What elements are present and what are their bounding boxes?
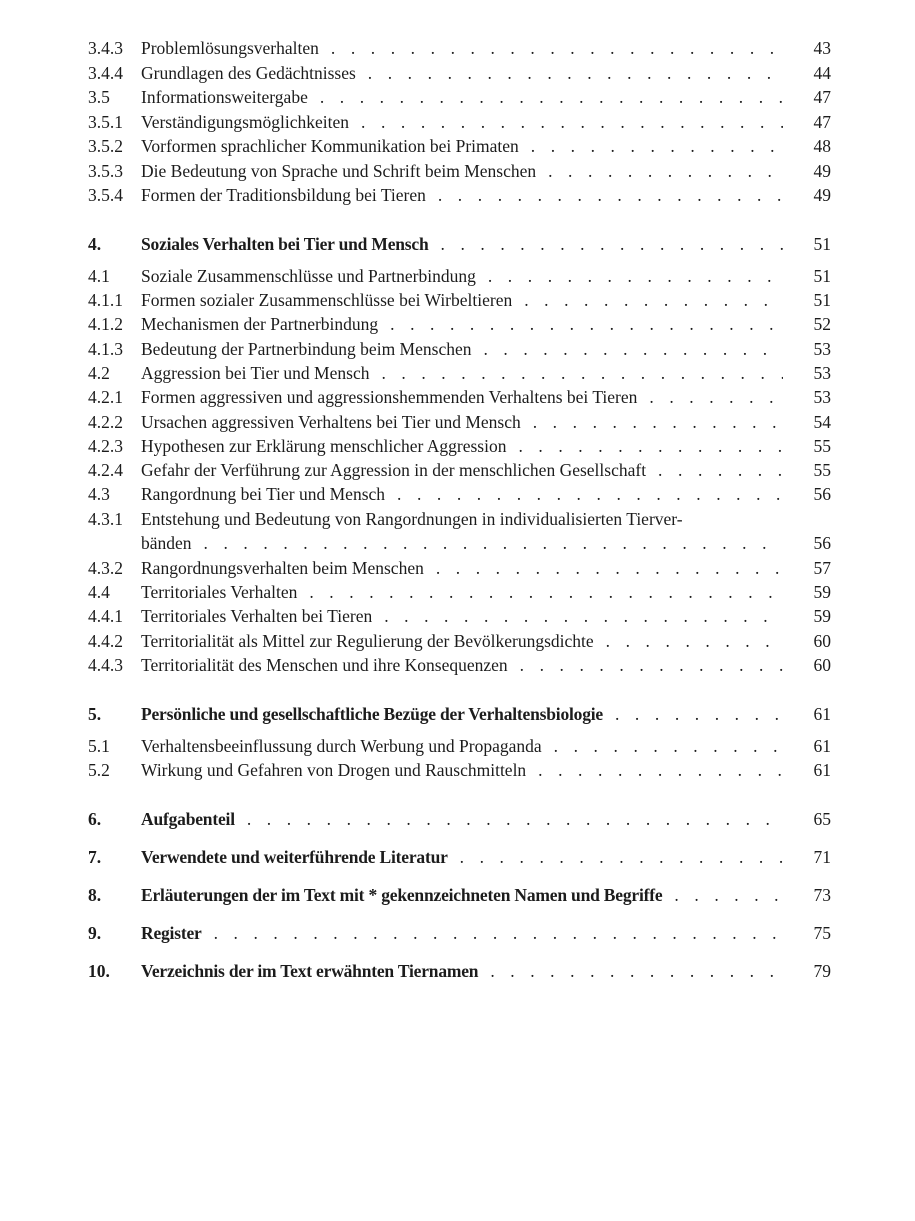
entry-title: Grundlagen des Gedächtnisses . . . [141, 61, 783, 85]
entry-title: Rangordnungsverhalten beim Menschen . . . [141, 556, 783, 580]
toc-entry [0, 734, 915, 758]
chapter-number: 6. [88, 809, 102, 829]
toc-entry [0, 61, 915, 85]
entry-title: Verständigungsmöglichkeiten . . . [141, 110, 783, 134]
entry-title: Gefahr der Verführung zur Aggression in der menschlichen Gesellschaft . . . [141, 458, 783, 482]
entry-title: Problemlösungsverhalten . . . [141, 36, 783, 60]
toc-entry [0, 85, 915, 109]
entry-page: 56 [813, 533, 831, 553]
entry-title: Mechanismen der Partnerbindung . . . [141, 312, 783, 336]
entry-title: Verhaltensbeeinflussung durch Werbung und Propaganda . . . [141, 734, 783, 758]
chapter-number: 7. [88, 847, 102, 867]
toc-entry [0, 110, 915, 134]
chapter-number: 5. [88, 704, 102, 724]
entry-title: Aggression bei Tier und Mensch . . . [141, 361, 783, 385]
toc-entry [0, 482, 915, 506]
entry-page: 61 [813, 736, 831, 756]
entry-title: bänden . . . [141, 531, 783, 555]
entry-number: 3.4.3 [88, 38, 123, 58]
entry-page: 71 [813, 847, 831, 867]
toc-entry [0, 653, 915, 677]
entry-page: 53 [813, 363, 831, 383]
entry-number: 3.5.1 [88, 112, 123, 132]
entry-page: 53 [813, 387, 831, 407]
entry-page: 75 [813, 923, 831, 943]
entry-page: 56 [813, 484, 831, 504]
chapter-number: 4. [88, 234, 102, 254]
chapter-title: Register . . . [141, 921, 783, 945]
toc-chapter [0, 702, 915, 726]
toc-entry [0, 629, 915, 653]
entry-title: Formen aggressiven und aggressionshemmenden Verhaltens bei Tieren . . . [141, 385, 783, 409]
entry-page: 43 [813, 38, 831, 58]
toc-chapter [0, 883, 915, 907]
chapter-title: Verwendete und weiterführende Literatur . . . [141, 845, 783, 869]
chapter-title: Persönliche und gesellschaftliche Bezüge der Verhaltensbiologie . . . [141, 702, 783, 726]
entry-page: 57 [813, 558, 831, 578]
entry-page: 59 [813, 606, 831, 626]
toc-entry [0, 288, 915, 312]
entry-number: 3.5.2 [88, 136, 123, 156]
entry-number: 4.2.4 [88, 460, 123, 480]
entry-page: 55 [813, 460, 831, 480]
entry-title: Territorialität des Menschen und ihre Konsequenzen . . . [141, 653, 783, 677]
toc-entry [0, 556, 915, 580]
entry-page: 65 [813, 809, 831, 829]
entry-page: 59 [813, 582, 831, 602]
entry-page: 61 [813, 704, 831, 724]
entry-number: 4.2.2 [88, 412, 123, 432]
entry-title: Territoriales Verhalten bei Tieren . . . [141, 604, 783, 628]
chapter-title: Soziales Verhalten bei Tier und Mensch . . . [141, 232, 783, 256]
entry-page: 47 [813, 112, 831, 132]
chapter-number: 9. [88, 923, 102, 943]
entry-title: Entstehung und Bedeutung von Rangordnungen in individualisierten Tierver- [141, 509, 683, 529]
entry-number: 3.5 [88, 87, 110, 107]
entry-number: 4.2.1 [88, 387, 123, 407]
entry-number: 4.4.1 [88, 606, 123, 626]
toc-entry [0, 580, 915, 604]
toc-chapter [0, 959, 915, 983]
entry-page: 51 [813, 290, 831, 310]
entry-page: 48 [813, 136, 831, 156]
entry-title: Die Bedeutung von Sprache und Schrift beim Menschen . . . [141, 159, 783, 183]
entry-number: 4.4.2 [88, 631, 123, 651]
entry-number: 4.3.1 [88, 509, 123, 529]
entry-number: 4.3 [88, 484, 110, 504]
toc-chapter [0, 807, 915, 831]
entry-page: 44 [813, 63, 831, 83]
entry-number: 5.1 [88, 736, 110, 756]
toc-chapter [0, 845, 915, 869]
toc-entry [0, 758, 915, 782]
entry-title: Rangordnung bei Tier und Mensch . . . [141, 482, 783, 506]
entry-page: 51 [813, 234, 831, 254]
toc-entry [0, 434, 915, 458]
entry-number: 4.4 [88, 582, 110, 602]
toc-entry [0, 410, 915, 434]
entry-number: 4.1.2 [88, 314, 123, 334]
toc-entry [0, 36, 915, 60]
entry-number: 5.2 [88, 760, 110, 780]
entry-title: Formen der Traditionsbildung bei Tieren . . . [141, 183, 783, 207]
entry-number: 4.1 [88, 266, 110, 286]
toc-entry [0, 507, 915, 531]
toc-chapter [0, 921, 915, 945]
toc-entry [0, 312, 915, 336]
entry-number: 4.1.3 [88, 339, 123, 359]
toc-chapter [0, 232, 915, 256]
entry-page: 79 [813, 961, 831, 981]
entry-number: 4.1.1 [88, 290, 123, 310]
entry-number: 3.5.3 [88, 161, 123, 181]
entry-number: 4.4.3 [88, 655, 123, 675]
entry-title: Wirkung und Gefahren von Drogen und Rauschmitteln . . . [141, 758, 783, 782]
entry-title: Territoriales Verhalten . . . [141, 580, 783, 604]
toc-entry [0, 134, 915, 158]
entry-page: 47 [813, 87, 831, 107]
entry-title: Bedeutung der Partnerbindung beim Menschen . . . [141, 337, 783, 361]
entry-title: Informationsweitergabe . . . [141, 85, 783, 109]
chapter-title: Verzeichnis der im Text erwähnten Tiernamen . . . [141, 959, 783, 983]
entry-page: 61 [813, 760, 831, 780]
chapter-number: 10. [88, 961, 110, 981]
entry-page: 60 [813, 631, 831, 651]
toc-entry [0, 183, 915, 207]
entry-page: 73 [813, 885, 831, 905]
entry-page: 49 [813, 161, 831, 181]
toc-entry [0, 264, 915, 288]
chapter-title: Aufgabenteil . . . [141, 807, 783, 831]
entry-title: Ursachen aggressiven Verhaltens bei Tier und Mensch . . . [141, 410, 783, 434]
entry-page: 55 [813, 436, 831, 456]
toc-entry [0, 337, 915, 361]
entry-title: Soziale Zusammenschlüsse und Partnerbindung . . . [141, 264, 783, 288]
entry-number: 3.5.4 [88, 185, 123, 205]
entry-page: 54 [813, 412, 831, 432]
toc-entry [0, 385, 915, 409]
toc-entry-continuation [0, 531, 915, 555]
entry-page: 53 [813, 339, 831, 359]
entry-title: Territorialität als Mittel zur Regulierung der Bevölkerungsdichte . . . [141, 629, 783, 653]
entry-number: 4.2.3 [88, 436, 123, 456]
toc-entry [0, 604, 915, 628]
entry-page: 60 [813, 655, 831, 675]
entry-title: Hypothesen zur Erklärung menschlicher Aggression . . . [141, 434, 783, 458]
entry-title: Formen sozialer Zusammenschlüsse bei Wirbeltieren . . . [141, 288, 783, 312]
entry-title: Vorformen sprachlicher Kommunikation bei Primaten . . . [141, 134, 783, 158]
entry-number: 3.4.4 [88, 63, 123, 83]
entry-page: 51 [813, 266, 831, 286]
entry-number: 4.3.2 [88, 558, 123, 578]
entry-page: 52 [813, 314, 831, 334]
toc-entry [0, 159, 915, 183]
toc-entry [0, 361, 915, 385]
entry-page: 49 [813, 185, 831, 205]
chapter-title: Erläuterungen der im Text mit * gekennzeichneten Namen und Begriffe . . . [141, 883, 783, 907]
chapter-number: 8. [88, 885, 102, 905]
toc-entry [0, 458, 915, 482]
entry-number: 4.2 [88, 363, 110, 383]
